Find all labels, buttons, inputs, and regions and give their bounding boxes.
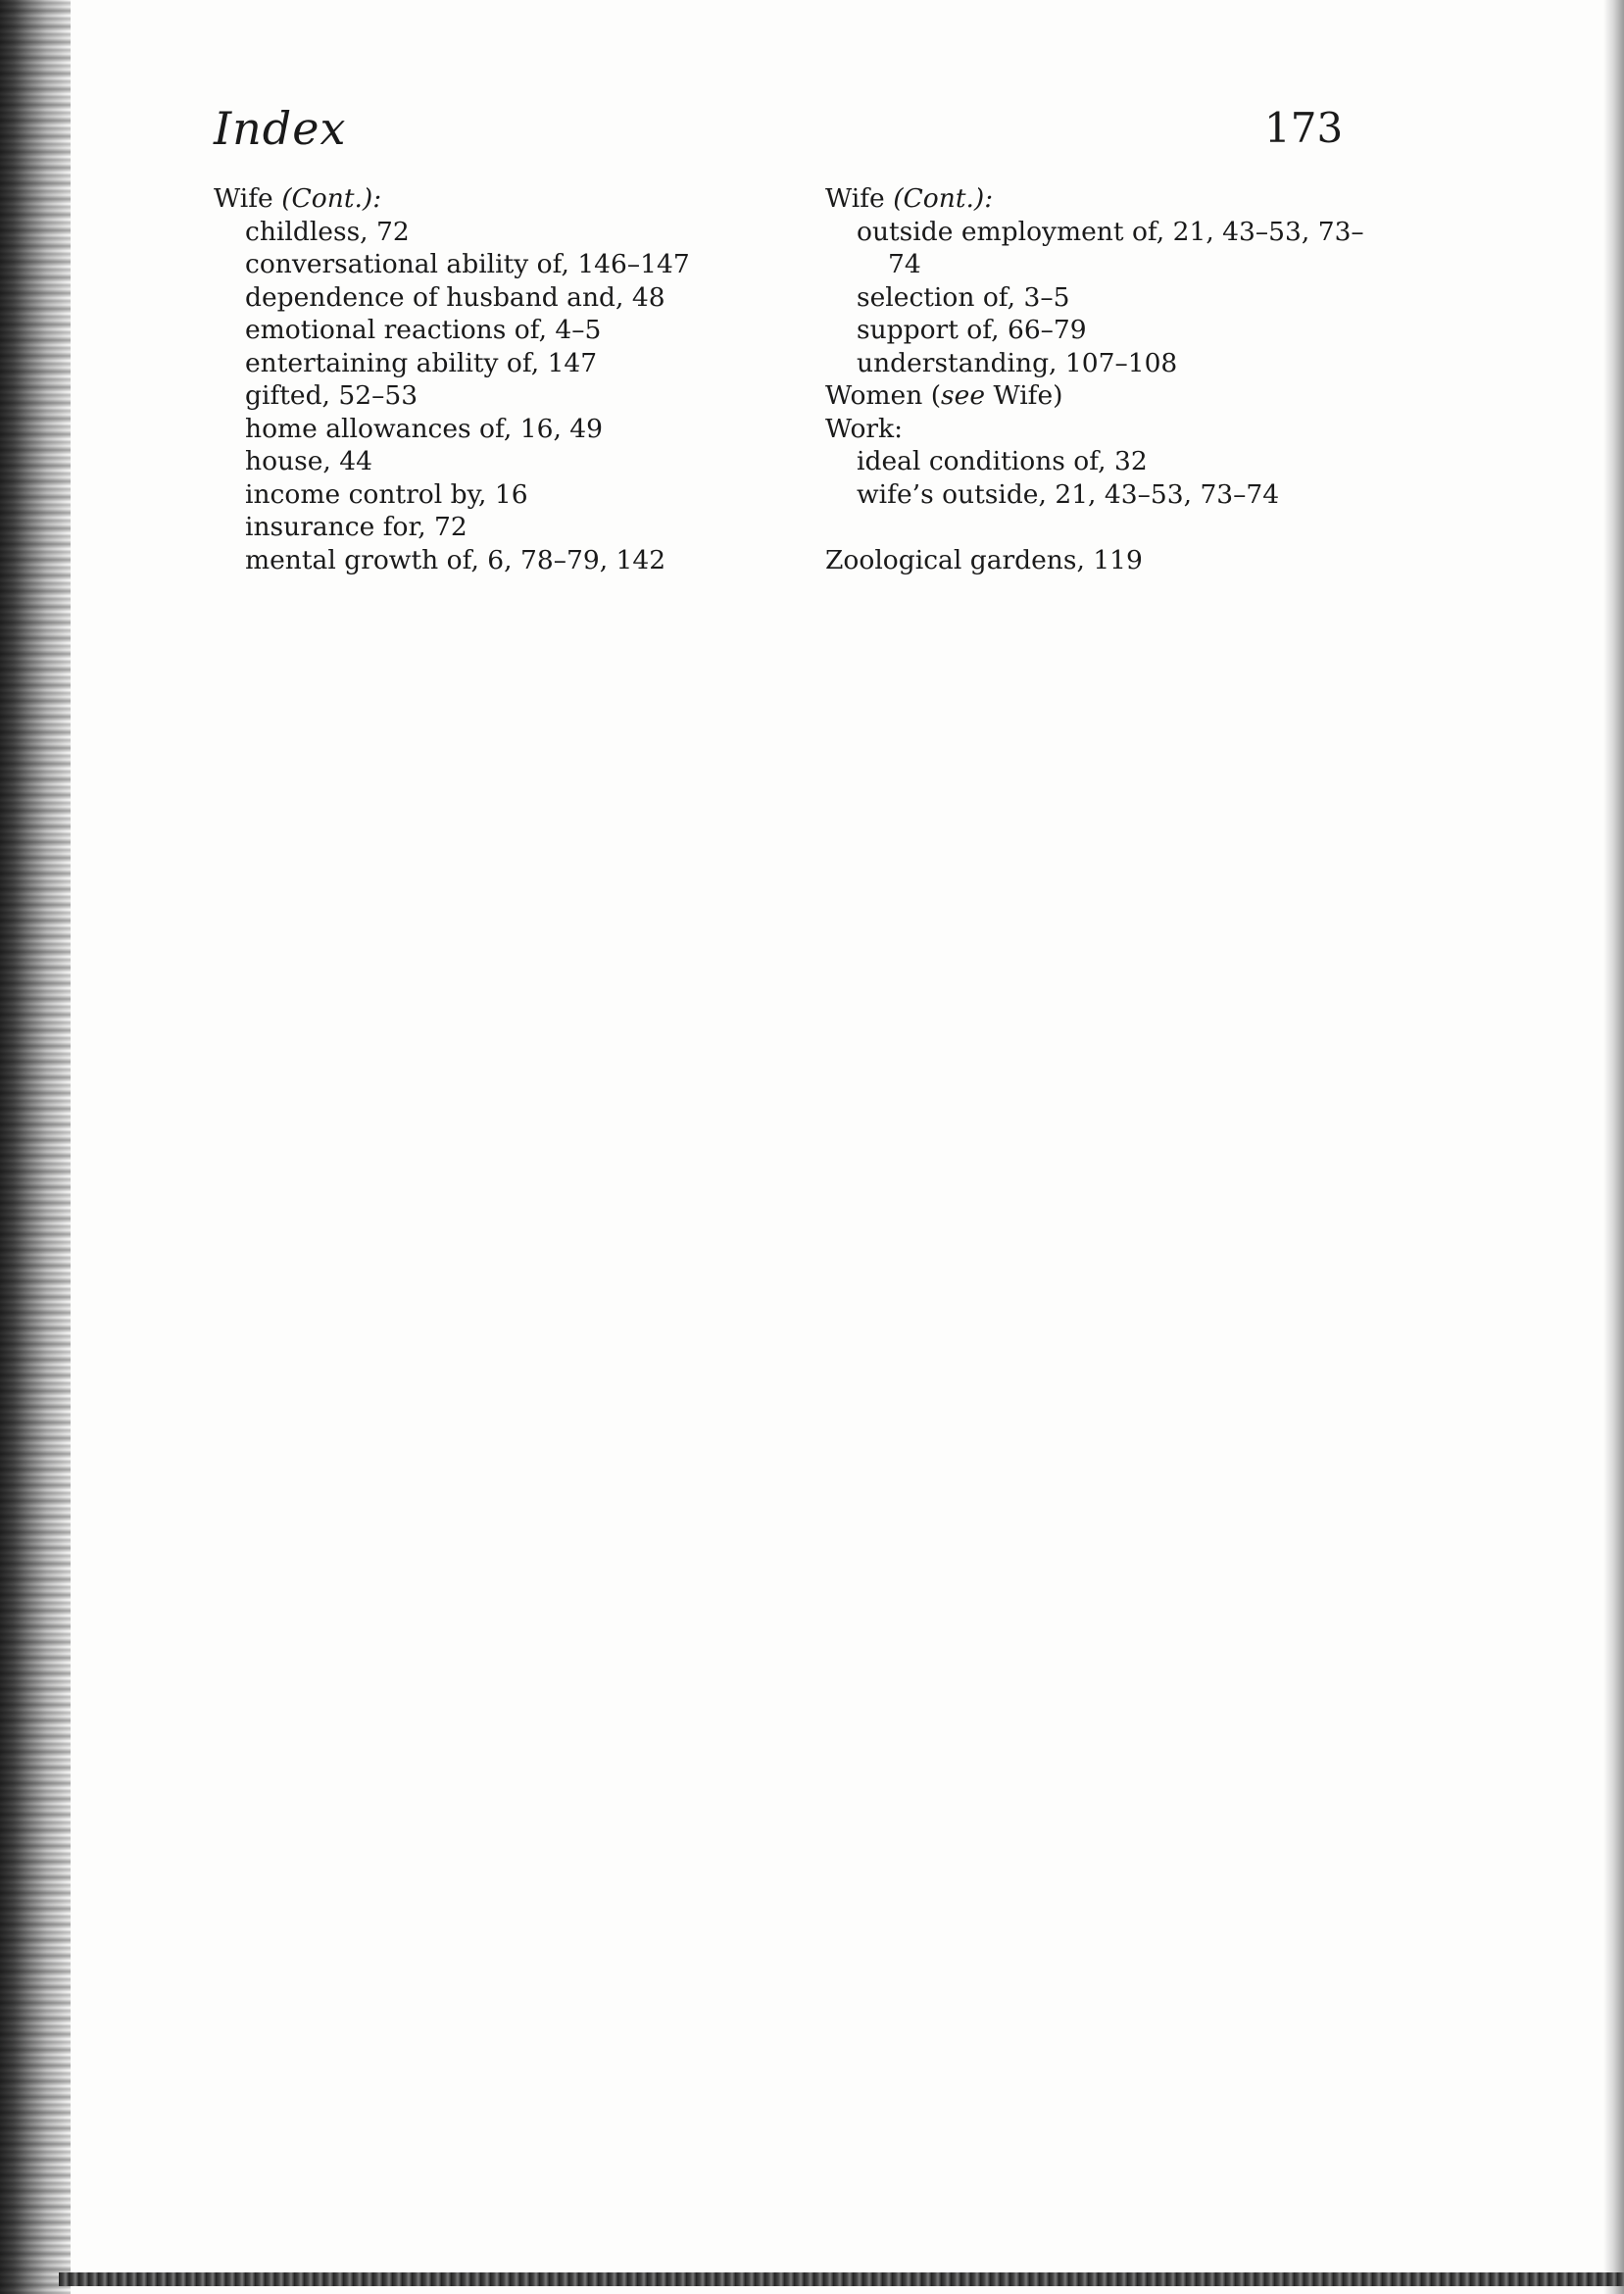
scan-bottom-edge bbox=[59, 2272, 1624, 2286]
index-subentry: support of, 66–79 bbox=[857, 315, 1087, 345]
index-subentry: mental growth of, 6, 78–79, 142 bbox=[245, 544, 666, 575]
index-term: Wife bbox=[825, 183, 885, 214]
scan-right-edge bbox=[1603, 0, 1624, 2294]
index-see-label: see bbox=[941, 380, 986, 411]
index-subentry: selection of, 3–5 bbox=[857, 281, 1070, 313]
scan-binding-edge bbox=[0, 0, 71, 2294]
index-column-right bbox=[825, 182, 1384, 576]
index-subentry: outside employment of, 21, 43–53, 73– bbox=[857, 216, 1364, 247]
index-term: Wife bbox=[214, 183, 273, 214]
index-letter-gap bbox=[825, 511, 1384, 544]
index-heading-work: Work: bbox=[825, 413, 904, 444]
index-subentry: emotional reactions of, 4–5 bbox=[245, 315, 602, 345]
index-subentry: income control by, 16 bbox=[245, 478, 528, 510]
index-subentry: conversational ability of, 146–147 bbox=[245, 249, 690, 279]
index-column-left bbox=[214, 182, 763, 576]
index-heading-zoological: Zoological gardens, 119 bbox=[825, 544, 1143, 575]
index-subentry: childless, 72 bbox=[245, 216, 410, 247]
index-heading-women bbox=[825, 379, 1384, 413]
index-subentry: ideal conditions of, 32 bbox=[857, 446, 1148, 476]
index-heading-wife bbox=[214, 182, 763, 216]
index-subentry: understanding, 107–108 bbox=[857, 347, 1178, 378]
index-subentry: house, 44 bbox=[245, 446, 372, 476]
index-subentry-continuation: 74 bbox=[888, 249, 921, 279]
index-continued-label: (Cont.): bbox=[281, 183, 382, 214]
index-subentry: home allowances of, 16, 49 bbox=[245, 413, 604, 444]
index-subentry: insurance for, 72 bbox=[245, 512, 468, 542]
page-title: Index bbox=[214, 102, 347, 155]
index-subentry: gifted, 52–53 bbox=[245, 380, 418, 411]
index-cross-reference: Wife) bbox=[985, 380, 1063, 411]
index-term: Women ( bbox=[825, 380, 942, 411]
index-continued-label: (Cont.): bbox=[893, 183, 994, 214]
index-subentry: wife’s outside, 21, 43–53, 73–74 bbox=[857, 478, 1280, 510]
index-subentry: entertaining ability of, 147 bbox=[245, 347, 598, 378]
index-subentry: dependence of husband and, 48 bbox=[245, 281, 665, 313]
index-heading-wife bbox=[825, 182, 1384, 216]
page-number: 173 bbox=[1264, 104, 1344, 152]
